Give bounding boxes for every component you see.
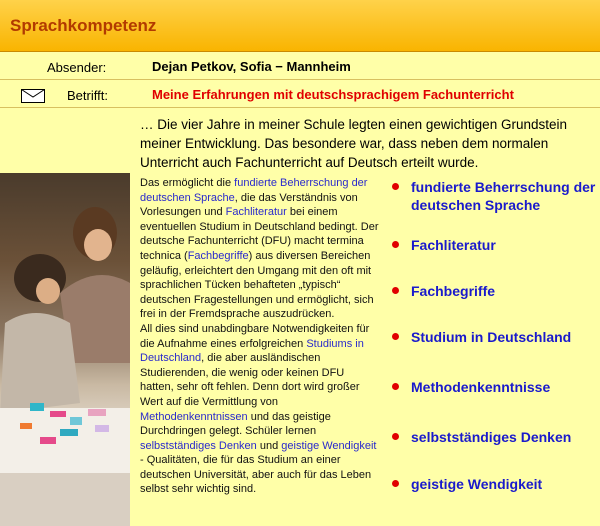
keyword-item[interactable] (392, 328, 600, 346)
keyword-label: Methodenkenntnisse (411, 379, 551, 395)
keyword-label: Fachliteratur (411, 237, 496, 253)
body-text-span: Das ermöglicht die (140, 177, 235, 189)
subject-value: Meine Erfahrungen mit deutschsprachigem Fachunterricht (152, 87, 514, 102)
keyword-label: Studium in Deutschland (411, 329, 572, 345)
link-fachliteratur[interactable]: Fachliteratur (225, 206, 287, 219)
classroom-photo (0, 173, 130, 526)
body-text-span: bei einem eventuellen Studium in Deutschland bedingt. Der deutsche Fachunterricht (DFU) macht termina technica ( (140, 206, 379, 262)
bullet-icon (392, 241, 399, 248)
subject-row (0, 82, 600, 108)
body-text-span: , die das Verständnis von Vorlesungen und (140, 191, 358, 219)
keyword-item[interactable] (392, 378, 600, 396)
link-geistige-wendigkeit[interactable]: geistige Wendigkeit (281, 439, 377, 452)
body-text-span: - Qualitäten, die für das Studium an einer deutschen Universität, aber auch für das Leben selbst sehr wichtig sind. (140, 454, 372, 496)
bullet-icon (392, 287, 399, 294)
subject-label: Betrifft: (67, 88, 108, 103)
bullet-icon (392, 383, 399, 390)
bullet-icon (392, 480, 399, 487)
envelope-icon (21, 89, 45, 103)
keyword-label: geistige Wendigkeit (411, 476, 543, 492)
keyword-item[interactable] (392, 282, 600, 300)
body-text-span: All dies sind unabdingbare Notwendigkeiten für die Aufnahme eines erfolgreichen (140, 322, 370, 350)
body-paragraph-1 (140, 176, 380, 322)
title-bar (0, 0, 600, 52)
sender-value: Dejan Petkov, Sofia − Mannheim (152, 59, 351, 74)
link-studium-in-deutschland[interactable]: Studiums in Deutschland (140, 337, 364, 365)
link-selbststaendiges-denken[interactable]: selbstständiges Denken (140, 439, 257, 452)
keyword-label: selbstständiges Denken (411, 429, 572, 445)
sender-row (0, 54, 600, 80)
body-text-span: und (256, 439, 282, 452)
keyword-label: fundierte Beherrschung der deutschen Sprache (411, 179, 596, 213)
body-text-span: und das geistige Durchdringen gelegt. Schüler lernen (140, 410, 331, 438)
body-text-span: , die aber ausländischen Studierenden, die wenig oder keinen DFU hatten, sehr oft fehlen. Denn dort wird großer Wert auf die Vermittlung von (140, 352, 360, 408)
intro-text: … Die vier Jahre in meiner Schule legten einen gewichtigen Grundstein meiner Entwicklung. Das besondere war, dass neben dem normalen Unterricht auch Fachunterricht auf Deutsch erteilt wurde. (140, 117, 567, 170)
sender-label: Absender: (47, 60, 107, 75)
body-paragraph-2 (140, 322, 380, 497)
keyword-item[interactable] (392, 428, 600, 446)
bullet-icon (392, 433, 399, 440)
keyword-label: Fachbegriffe (411, 283, 496, 299)
keyword-item[interactable] (392, 236, 600, 254)
page-title: Sprachkompetenz (10, 16, 157, 35)
body-text (140, 176, 380, 497)
body-text-span: ) aus diversen Bereichen geläufig, erleichtert den Umgang mit den oft mit sprachlichen Tücken behafteten „typisch“ deutschen Fragestellungen und ermöglicht, sich frei in der Fremdsprache auszudrücken. (140, 249, 374, 321)
link-fachbegriffe[interactable]: Fachbegriffe (187, 249, 249, 262)
bullet-icon (392, 333, 399, 340)
keyword-item[interactable] (392, 178, 600, 214)
link-methodenkenntnisse[interactable]: Methodenkenntnissen (140, 410, 248, 423)
bullet-icon (392, 183, 399, 190)
link-fundierte-beherrschung[interactable]: fundierte Beherrschung der deutschen Sprache (140, 177, 368, 204)
keyword-item[interactable] (392, 475, 600, 493)
